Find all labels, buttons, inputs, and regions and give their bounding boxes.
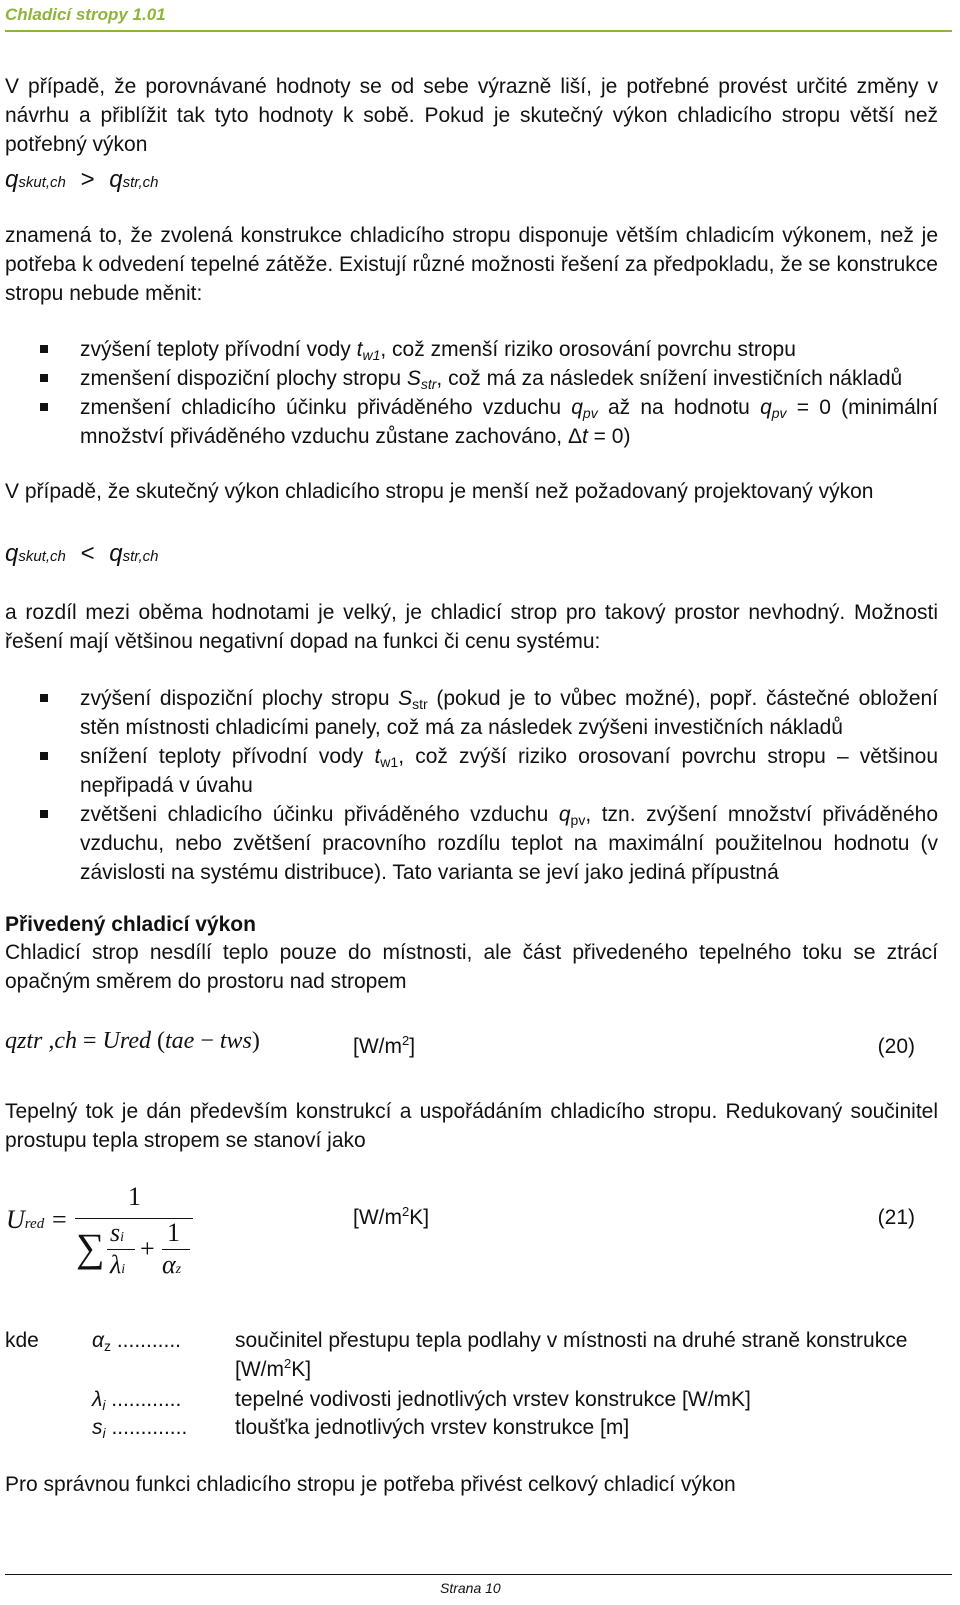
equation-21: Ured = 1 ∑ si λi + 1 αz bbox=[0, 1180, 340, 1300]
bullet-icon bbox=[40, 752, 48, 760]
list-item: snížení teploty přívodní vody tw1, což zvýší riziko orosovaní povrchu stropu – většinou nepřipadá v úvahu bbox=[40, 742, 938, 800]
bullet-icon bbox=[40, 374, 48, 382]
paragraph-3: V případě, že skutečný výkon chladicího stropu je menší než požadovaný projektovaný výkon bbox=[5, 480, 874, 503]
def-lambda: λi ............ bbox=[92, 1388, 182, 1413]
header-rule bbox=[5, 30, 952, 32]
list-item: zmenšení chladicího účinku přiváděného vzduchu qpv až na hodnotu qpv = 0 (minimální množství přiváděného vzduchu zůstane zachováno, Δt = 0) bbox=[40, 393, 938, 451]
paragraph-6: Tepelný tok je dán především konstrukcí a uspořádáním chladicího stropu. Redukovaný součinitel prostupu tepla stropem se stanoví jako bbox=[5, 1100, 938, 1152]
bullet-icon bbox=[40, 694, 48, 702]
list-item: zmenšení dispoziční plochy stropu Sstr, což má za následek snížení investičních nákladů bbox=[40, 364, 938, 393]
bullet-icon bbox=[40, 810, 48, 818]
inequality-greater: qskut,ch > qstr,ch bbox=[5, 166, 159, 193]
def-s: si ............. bbox=[92, 1416, 188, 1441]
def-lambda-text: tepelné vodivosti jednotlivých vrstev konstrukce [W/mK] bbox=[235, 1388, 751, 1411]
paragraph-2: znamená to, že zvolená konstrukce chladicího stropu disponuje větším chladicím výkonem, než je potřeba k odvedení tepelné zátěže. Existují různé možnosti řešení za předpokladu, že se konstrukce stropu nebude měnit: bbox=[5, 224, 938, 305]
bullet-icon bbox=[40, 403, 48, 411]
paragraph-5: Chladicí strop nesdílí teplo pouze do místnosti, ale část přivedeného tepelného toku se ztrácí opačným směrem do prostoru nad stropem bbox=[5, 941, 938, 993]
def-s-text: tloušťka jednotlivých vrstev konstrukce [m] bbox=[235, 1416, 630, 1439]
header-title: Chladicí stropy 1.01 bbox=[5, 5, 166, 24]
eq21-number: (21) bbox=[877, 1206, 915, 1229]
page-number: Strana 10 bbox=[440, 1580, 501, 1596]
eq20-number: (20) bbox=[877, 1035, 915, 1058]
paragraph-7: Pro správnou funkci chladicího stropu je potřeba přivést celkový chladicí výkon bbox=[5, 1473, 736, 1496]
paragraph-4: a rozdíl mezi oběma hodnotami je velký, je chladicí strop pro takový prostor nevhodný. Možnosti řešení mají většinou negativní dopad na funkci či cenu systému: bbox=[5, 601, 938, 653]
bullet-icon bbox=[40, 345, 48, 353]
list-item: zvýšení teploty přívodní vody tw1, což zmenší riziko orosování povrchu stropu bbox=[40, 335, 938, 364]
eq20-unit: $[W/m^2]$ bbox=[353, 1033, 416, 1058]
footer-rule bbox=[5, 1574, 952, 1575]
list-item: zvětšeni chladicího účinku přiváděného vzduchu qpv, tzn. zvýšení množství přiváděného vzduchu, nebo zvětšení pracovního rozdílu teplot na maximální použitelnou hodnotu (v závislosti na systému distribuce). Tato varianta se jeví jako jediná přípustná bbox=[40, 800, 938, 887]
options-list-2 bbox=[40, 684, 938, 887]
defs-kde: kde bbox=[5, 1329, 39, 1352]
def-alpha-text: součinitel přestupu tepla podlahy v místnosti na druhé straně konstrukce $[W/m^2K]$ bbox=[235, 1329, 908, 1381]
eq21-unit: $[W/m^2K]$ bbox=[353, 1204, 430, 1229]
list-item: zvýšení dispoziční plochy stropu Sstr (pokud je to vůbec možné), popř. částečné obložení stěn místnosti chladicími panely, což má za následek zvýšeni investičních nákladů bbox=[40, 684, 938, 742]
equation-20: qztr ,ch = Ured (tae − tws) bbox=[5, 1028, 260, 1054]
def-alpha: αz ........... bbox=[92, 1329, 181, 1354]
paragraph-1: V případě, že porovnávané hodnoty se od sebe výrazně liší, je potřebné provést určité změny v návrhu a přiblížit tak tyto hodnoty k sobě. Pokud je skutečný výkon chladicího stropu větší než potřebný výkon bbox=[5, 75, 938, 156]
inequality-less: qskut,ch < qstr,ch bbox=[5, 540, 159, 567]
section-heading: Přivedený chladicí výkon bbox=[5, 913, 256, 936]
options-list-1 bbox=[40, 335, 938, 451]
